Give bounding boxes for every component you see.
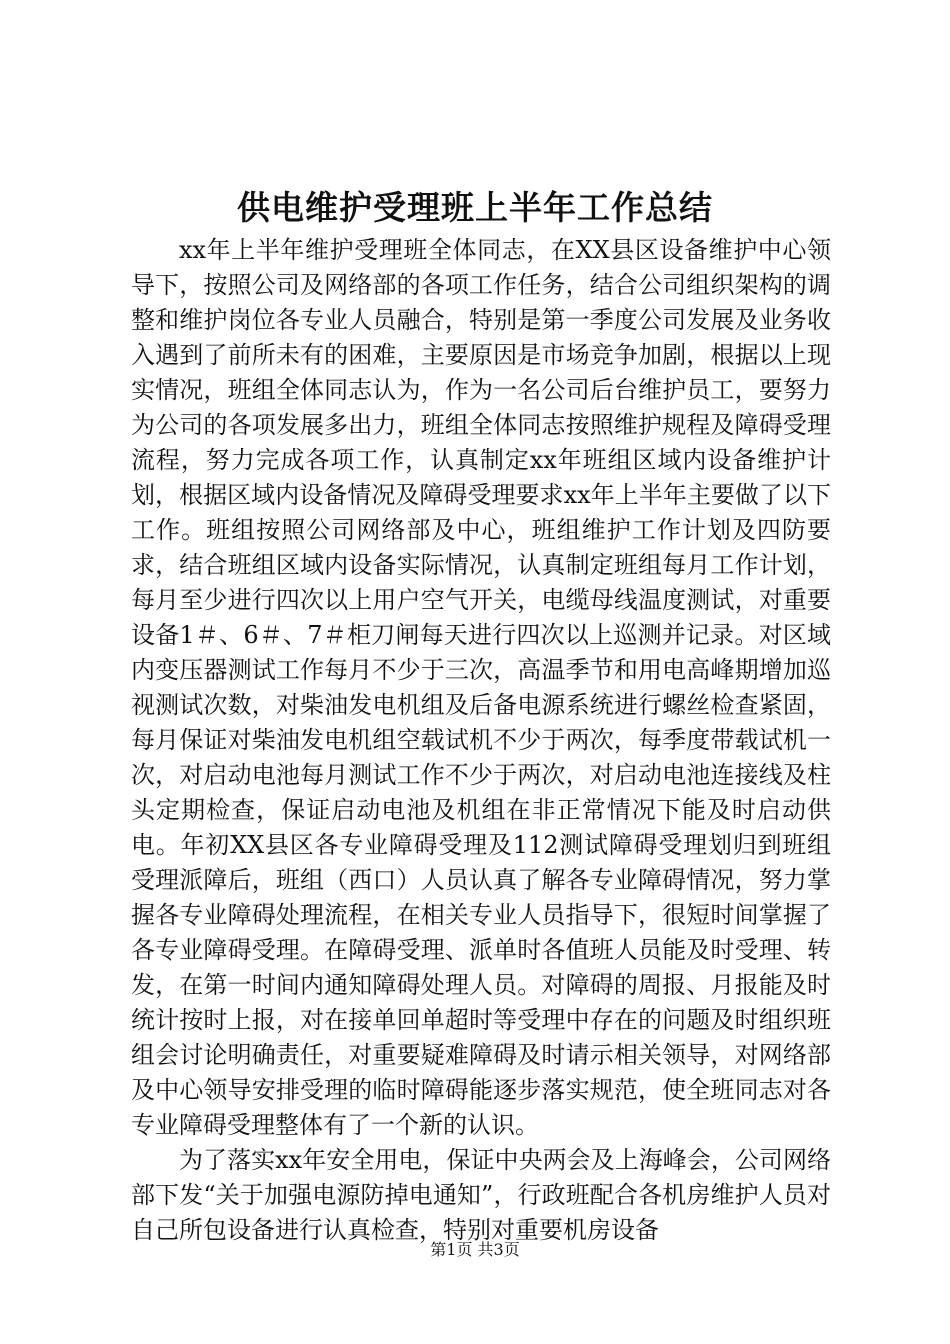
paragraph-2: 为了落实xx年安全用电，保证中央两会及上海峰会，公司网络部下发“关于加强电源防掉电通知”，行政班配合各机房维护人员对自己所包设备进行认真检查，特别对重要机房设备 — [131, 1146, 831, 1244]
document-title: 供电维护受理班上半年工作总结 — [237, 188, 713, 227]
document-body — [131, 233, 831, 1248]
page-number-footer: 第1页 共3页 — [430, 1240, 520, 1259]
paragraph-1: xx年上半年维护受理班全体同志，在XX县区设备维护中心领导下，按照公司及网络部的各项工作任务，结合公司组织架构的调整和维护岗位各专业人员融合，特别是第一季度公司发展及业务收入遇到了前所未有的困难，主要原因是市场竞争加剧，根据以上现实情况，班组全体同志认为，作为一名公司后台维护员工，要努力为公司的各项发展多出力，班组全体同志按照维护规程及障碍受理流程，努力完成各项工作，认真制定xx年班组区域内设备维护计划，根据区域内设备情况及障碍受理要求xx年上半年主要做了以下工作。班组按照公司网络部及中心，班组维护工作计划及四防要求，结合班组区域内设备实际情况，认真制定班组每月工作计划，每月至少进行四次以上用户空气开关，电缆母线温度测试，对重要设备1＃、6＃、7＃柜刀闸每天进行四次以上巡测并记录。对区域内变压器测试工作每月不少于三次，高温季节和用电高峰期增加巡视测试次数，对柴油发电机组及后备电源系统进行螺丝检查紧固，每月保证对柴油发电机组空载试机不少于两次，每季度带载试机一次，对启动电池每月测试工作不少于两次，对启动电池连接线及柱头定期检查，保证启动电池及机组在非正常情况下能及时启动供电。年初XX县区各专业障碍受理及112测试障碍受理划归到班组受理派障后，班组（西口）人员认真了解各专业障碍情况，努力掌握各专业障碍处理流程，在相关专业人员指导下，很短时间掌握了各专业障碍受理。在障碍受理、派单时各值班人员能及时受理、转发，在第一时间内通知障碍处理人员。对障碍的周报、月报能及时统计按时上报，对在接单回单超时等受理中存在的问题及时组织班组会讨论明确责任，对重要疑难障碍及时请示相关领导，对网络部及中心领导安排受理的临时障碍能逐步落实规范，使全班同志对各专业障碍受理整体有了一个新的认识。 — [131, 236, 831, 1139]
